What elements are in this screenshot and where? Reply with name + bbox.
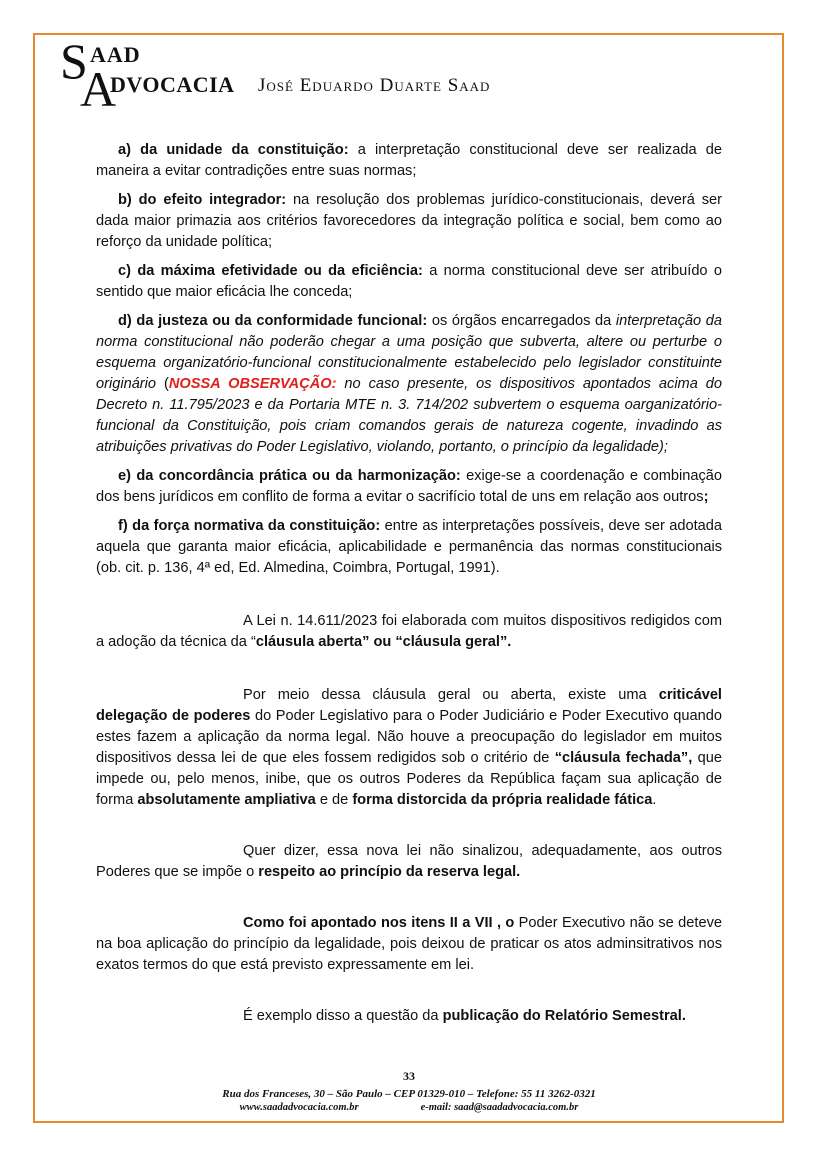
footer-contacts xyxy=(0,1102,818,1113)
item-e: e) da concordância prática ou da harmonização: exige-se a coordenação e combinação dos bens jurídicos em conflito de forma a evitar o sacrifício total de uns em relação aos outros; xyxy=(96,468,722,505)
paragraph-lei: A Lei n. 14.611/2023 foi elaborada com muitos dispositivos redigidos com a adoção da técnica da “cláusula aberta” ou “cláusula geral”. xyxy=(96,613,722,650)
footer-address: Rua dos Franceses, 30 – São Paulo – CEP 01329-010 – Telefone: 55 11 3262-0321 xyxy=(222,1088,596,1100)
footer-email: e-mail: saad@saadadvocacia.com.br xyxy=(420,1102,579,1113)
logo-bottom-text: DVOCACIA xyxy=(110,72,235,97)
page-number: 33 xyxy=(403,1069,415,1083)
item-a: a) da unidade da constituição: a interpretação constitucional deve ser realizada de maneira a evitar contradições entre suas normas; xyxy=(96,142,722,179)
paragraph-executivo: Como foi apontado nos itens II a VII , o Poder Executivo não se deteve na boa aplicação do princípio da legalidade, pois deixou de praticar os atos adminsitrativos nos exatos termos do que está previsto expressamente em lei. xyxy=(96,915,722,973)
item-f: f) da força normativa da constituição: entre as interpretações possíveis, deve ser adotada aquela que garanta maior eficácia, aplicabilidade e permanência das normas constitucionais (ob. cit. p. 136, 4ª ed, Ed. Almedina, Coimbra, Portugal, 1991). xyxy=(96,518,722,576)
logo-letter-s: S xyxy=(60,33,88,89)
paragraph-reserva-legal: Quer dizer, essa nova lei não sinalizou, adequadamente, aos outros Poderes que se impõe o respeito ao princípio da reserva legal. xyxy=(96,843,722,880)
item-b: b) do efeito integrador: na resolução dos problemas jurídico-constitucionais, deverá ser dada maior primazia aos critérios favorecedores da integração política e social, bem como ao reforço da unidade política; xyxy=(96,192,722,250)
document-body xyxy=(96,140,722,1027)
item-d: d) da justeza ou da conformidade funcional: os órgãos encarregados da interpretação da norma constitucional não poderão chegar a uma posição que subverta, altere ou perturbe o esquema organizatório-funcional constitucionalmente estabelecido pelo legislador constituinte originário (NOSSA OBSERVAÇÃO: no caso presente, os dispositivos apontados acima do Decreto n. 11.795/2023 e da Portaria MTE n. 3. 714/202 subvertem o esquema oarganizatório-funcional da Constituição, pois criam comandos gerais de natureza cogente, invadindo as atribuições privativas do Poder Legislativo, violando, portanto, o princípio da legalidade); xyxy=(96,313,722,455)
logo-letter-a: A xyxy=(80,61,117,117)
paragraph-delegacao: Por meio dessa cláusula geral ou aberta, existe uma criticável delegação de poderes do Poder Legislativo para o Poder Judiciário e Poder Executivo quando estes fazem a aplicação da norma legal. Não houve a preocupação do legislador em muitos dispositivos dessa lei de que eles fossem redigidos sob o critério de “cláusula fechada”, que impede ou, pelo menos, inibe, que os outros Poderes da República façam sua aplicação de forma absolutamente ampliativa e de forma distorcida da própria realidade fática. xyxy=(96,687,722,808)
logo-top-text: AAD xyxy=(90,42,141,67)
footer-website: www.saadadvocacia.com.br xyxy=(239,1102,359,1113)
logo xyxy=(60,33,580,117)
item-c: c) da máxima efetividade ou da eficiência: a norma constitucional deve ser atribuído o sentido que maior eficácia lhe conceda; xyxy=(96,263,723,300)
lawyer-name: José Eduardo Duarte Saad xyxy=(258,75,491,96)
highlight-observation: NOSSA OBSERVAÇÃO: xyxy=(168,376,337,392)
paragraph-relatorio: É exemplo disso a questão da publicação do Relatório Semestral. xyxy=(243,1008,686,1024)
